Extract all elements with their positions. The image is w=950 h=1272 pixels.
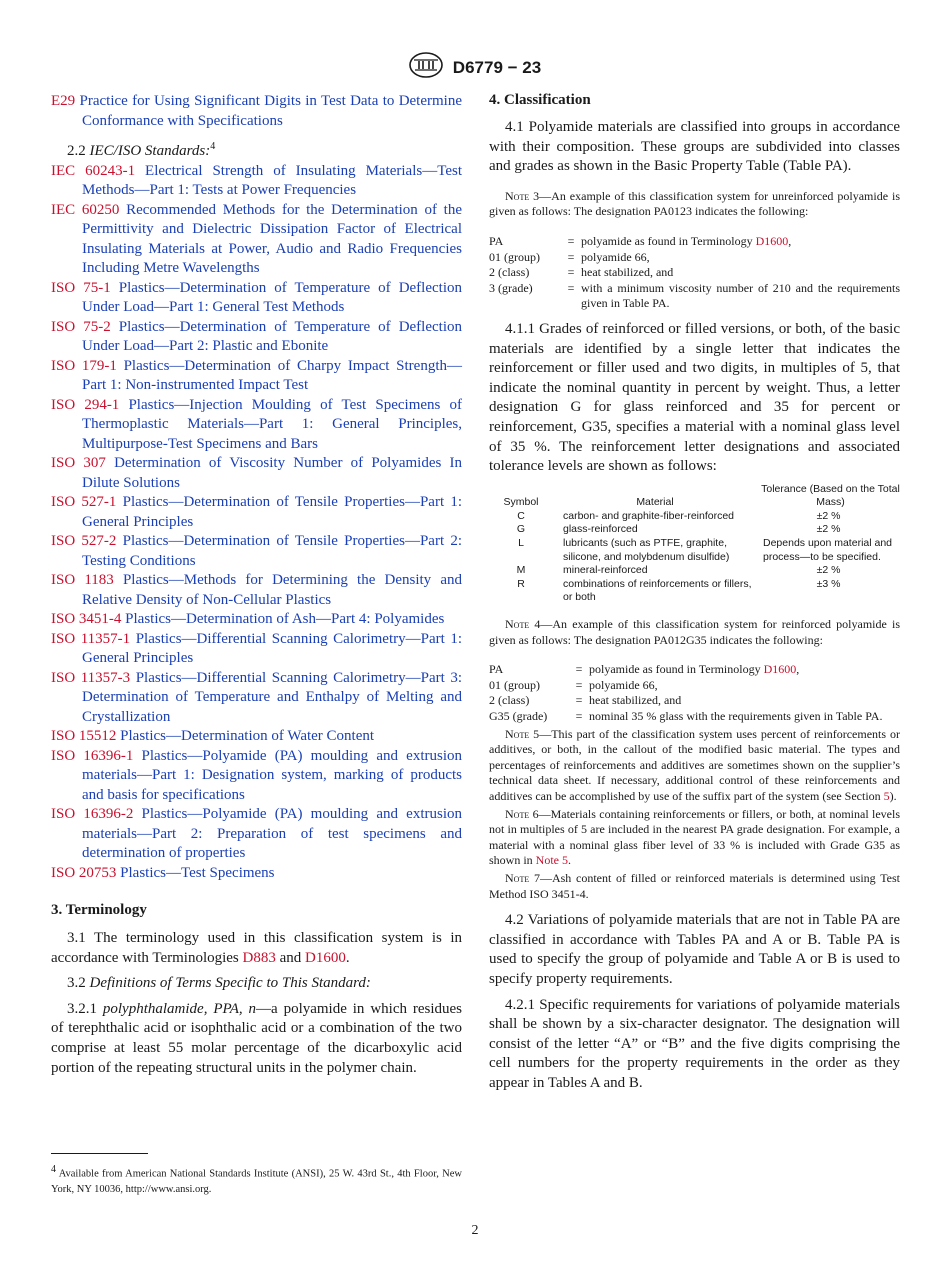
- page-header: [0, 52, 950, 83]
- reference-link[interactable]: D1600: [755, 233, 789, 248]
- list-item: [51, 357, 462, 396]
- reference-title[interactable]: Plastics—Differential Scanning Calorimetry—Part 1: General Principles: [82, 630, 462, 667]
- definition-row: 3 (grade) = with a minimum viscosity number of 210 and the requirements given in Table PA.: [489, 280, 900, 311]
- reference-e29: [51, 92, 462, 131]
- paragraph-3-2: [51, 974, 462, 994]
- note-6: [489, 807, 900, 869]
- note-label: Note 7: [505, 870, 540, 885]
- paragraph-text: —a polyamide in which residues of terephthalic acid or isophthalic acid or a combination of the two comprise at least 55 molar percentage of the dicarboxylic acid portion of the repeating structural units in the polymer chain.: [51, 1000, 463, 1076]
- paragraph-text: and: [275, 949, 306, 966]
- note-text: —This part of the classification system uses percent of reinforcements or additives, or both, in the callout of the modified basic material. The types and percentages of reinforcements and additives are sometimes shown on the supplier’s technical data sheet. If necessary, additional control of these reinforcements and additives can be accomplished by use of the suffix part of the system (see Section: [489, 726, 900, 803]
- note-7: [489, 871, 900, 902]
- cell-tolerance: Depends upon material and process—to be specified.: [763, 537, 893, 563]
- list-item: [51, 805, 462, 864]
- definition-term: 2 (class): [489, 265, 530, 280]
- footnote-mark: 4: [51, 1164, 56, 1175]
- column-header-symbol: Symbol: [503, 496, 539, 509]
- cell-material: combinations of reinforcements or fillers, or both: [563, 577, 752, 604]
- definition-term: 2 (class): [489, 693, 530, 708]
- reference-code[interactable]: ISO 527-2: [51, 533, 117, 550]
- reference-code[interactable]: ISO 294-1: [51, 396, 120, 413]
- note-label: Note 3: [505, 188, 540, 203]
- definition-text: ,: [788, 233, 792, 248]
- footnote: [51, 1162, 462, 1197]
- reference-code[interactable]: ISO 1183: [51, 572, 114, 589]
- reference-code[interactable]: ISO 16396-2: [51, 806, 134, 823]
- definition-text: polyamide as found in Terminology: [589, 662, 764, 677]
- cell-tolerance: ±3 %: [816, 577, 841, 590]
- list-item: [51, 864, 462, 884]
- definition-text: heat stabilized, and: [581, 265, 674, 280]
- table-row: [489, 523, 900, 537]
- cell-tolerance: ±2 %: [816, 509, 841, 522]
- table-row: [489, 510, 900, 524]
- note-label: Note 6: [505, 806, 539, 821]
- reference-code[interactable]: ISO 16396-1: [51, 747, 134, 764]
- reference-title[interactable]: Plastics—Test Specimens: [120, 864, 275, 881]
- footnote-ref: 4: [210, 141, 216, 152]
- cell-symbol: G: [516, 523, 526, 536]
- note-4: [489, 617, 900, 648]
- right-column: [489, 92, 900, 1093]
- definition-row: 2 (class) = heat stabilized, and: [489, 265, 900, 281]
- cell-material: carbon- and graphite-fiber-reinforced: [563, 509, 735, 522]
- definition-term: PA: [489, 233, 504, 248]
- paragraph-text: .: [345, 949, 350, 966]
- reference-code[interactable]: ISO 15512: [51, 728, 117, 745]
- designation-definition-list-2: [489, 662, 900, 724]
- reference-code[interactable]: ISO 75-2: [51, 318, 111, 335]
- list-item: [51, 454, 462, 493]
- definition-text: with a minimum viscosity number of 210 and the requirements given in Table PA.: [581, 280, 900, 311]
- reference-title[interactable]: Plastics—Methods for Determining the Density and Relative Density of Non-Cellular Plastics: [82, 572, 462, 608]
- paragraph-4-2-1: 4.2.1 Specific requirements for variations of polyamide materials shall be shown by a six-character designator. The designation will consist of the letter “A” or “B” and the five digits comprising the cell numbers for the property requirements in the order as they appear in Tables A and B.: [489, 996, 900, 1091]
- reference-title[interactable]: Determination of Viscosity Number of Polyamides In Dilute Solutions: [82, 455, 463, 491]
- section-2-2: [51, 137, 462, 162]
- defined-term: polyphthalamide, PPA, n: [102, 1000, 257, 1017]
- note-text: —Ash content of filled or reinforced materials is determined using Test Method ISO 3451-4.: [489, 870, 901, 901]
- reference-link[interactable]: D1600: [305, 949, 346, 966]
- reference-link[interactable]: D1600: [763, 662, 797, 677]
- definition-text: polyamide as found in Terminology: [581, 233, 756, 248]
- reference-code[interactable]: ISO 527-1: [51, 494, 117, 511]
- list-item: [51, 201, 462, 279]
- definition-text: polyamide 66,: [581, 249, 650, 264]
- definition-row: PA = polyamide as found in Terminology D1600,: [489, 662, 800, 677]
- reference-title[interactable]: Plastics—Determination of Tensile Properties—Part 2: Testing Conditions: [82, 533, 463, 569]
- cell-tolerance: ±2 %: [816, 523, 841, 536]
- reference-code[interactable]: E29: [51, 93, 76, 109]
- section-heading-classification: 4. Classification: [489, 92, 591, 108]
- cell-symbol: M: [516, 564, 526, 577]
- reference-code[interactable]: ISO 307: [51, 455, 106, 472]
- reference-title[interactable]: Plastics—Differential Scanning Calorimetry—Part 3: Determination of Temperature and Enthalpy of Melting and Crystallization: [82, 669, 462, 725]
- paragraph-4-1-1: 4.1.1 Grades of reinforced or filled versions, or both, of the basic materials are identified by a single letter that indicates the reinforcement or filler used and two digits, in multiples of 5, that indicate the nominal quantity in percent by weight. Thus, a letter designation G for glass reinforced and 35 for percent or reinforcement, G35, specifies a material with a nominal glass level of 35 %. The reinforcement letter designations and associated tolerance levels are shown as follows:: [489, 320, 900, 475]
- page-number: 2: [471, 1223, 479, 1238]
- astm-logo-icon: [409, 52, 443, 83]
- table-row: [489, 537, 900, 564]
- reference-title[interactable]: Plastics—Polyamide (PA) moulding and extrusion materials—Part 1: Designation system, marking of products and basis for specifications: [82, 747, 462, 803]
- section-number: 3.2: [67, 975, 86, 992]
- reference-code[interactable]: ISO 11357-3: [51, 669, 131, 686]
- cell-material: glass-reinforced: [563, 523, 638, 536]
- reference-code[interactable]: IEC 60250: [51, 201, 120, 218]
- reference-title[interactable]: Recommended Methods for the Determination of the Permittivity and Dielectric Dissipation Factor of Electrical Insulating Materials at Power, Audio and Radio Frequencies Including Metre Wavelengths: [82, 201, 463, 277]
- list-item: [51, 669, 462, 728]
- cell-symbol: C: [517, 509, 525, 522]
- reference-title[interactable]: Plastics—Determination of Tensile Properties—Part 1: General Principles: [82, 494, 463, 530]
- list-item: [51, 162, 462, 201]
- list-item: [51, 610, 462, 630]
- paragraph-3-1: [51, 929, 462, 968]
- note-5: [489, 727, 900, 805]
- definition-text: nominal 35 % glass with the requirements given in Table PA.: [589, 709, 883, 723]
- reference-title[interactable]: Practice for Using Significant Digits in Test Data to Determine Conformance with Specifications: [79, 93, 462, 129]
- definition-term: PA: [489, 662, 504, 677]
- paragraph-4-2: 4.2 Variations of polyamide materials that are not in Table PA are classified in accordance with Tables PA and A or B. Table PA is used to specify the group of polyamide and Table A or B is used to specify property requirements.: [489, 912, 900, 987]
- note-label: Note 4: [505, 617, 541, 632]
- list-item: [51, 493, 462, 532]
- section-title: Definitions of Terms Specific to This Standard:: [89, 975, 371, 992]
- reference-code[interactable]: IEC 60243-1: [51, 162, 136, 179]
- reference-list: [51, 162, 462, 884]
- list-item: [51, 727, 462, 747]
- definition-row: PA = polyamide as found in Terminology D1600,: [489, 233, 792, 248]
- footnote-text: Available from American National Standards Institute (ANSI), 25 W. 43rd St., 4th Floor, New York, NY 10036, http://www.ansi.org.: [51, 1168, 462, 1195]
- reference-code[interactable]: ISO 75-1: [51, 279, 111, 296]
- list-item: [51, 571, 462, 610]
- reference-title[interactable]: Electrical Strength of Insulating Materials—Test Methods—Part 1: Tests at Power Frequencies: [82, 162, 462, 199]
- reference-title[interactable]: Plastics—Determination of Temperature of Deflection Under Load—Part 2: Plastic and Ebonite: [82, 318, 462, 355]
- reference-title[interactable]: Plastics—Polyamide (PA) moulding and extrusion materials—Part 2: Preparation of test specimens and determination of properties: [82, 806, 462, 862]
- left-column: [51, 92, 462, 1078]
- reference-title[interactable]: Plastics—Determination of Ash—Part 4: Polyamides: [125, 611, 445, 628]
- footnote-divider: [51, 1153, 148, 1154]
- reference-code[interactable]: ISO 20753: [51, 864, 117, 881]
- reference-code[interactable]: ISO 179-1: [51, 357, 117, 374]
- cell-material: mineral-reinforced: [563, 564, 648, 577]
- definition-row: G35 (grade) = nominal 35 % glass with the requirements given in Table PA.: [489, 709, 900, 725]
- list-item: [51, 747, 462, 806]
- note-text: —An example of this classification system for unreinforced polyamide is given as follows: The designation PA0123 indicates the following:: [489, 188, 900, 219]
- definition-text: heat stabilized, and: [589, 693, 682, 708]
- definition-text: ,: [796, 662, 800, 677]
- section-heading-terminology: 3. Terminology: [51, 902, 147, 919]
- cell-tolerance: ±2 %: [816, 564, 841, 577]
- list-item: [51, 532, 462, 571]
- reference-link[interactable]: D883: [242, 949, 276, 966]
- definition-text: polyamide 66,: [589, 677, 658, 692]
- definition-row: 01 (group) = polyamide 66,: [489, 678, 900, 694]
- definition-term: 3 (grade): [489, 280, 533, 295]
- table-row: [489, 578, 900, 605]
- cell-material: lubricants (such as PTFE, graphite, silicone, and molybdenum disulfide): [563, 537, 730, 563]
- reference-code[interactable]: ISO 11357-1: [51, 630, 131, 647]
- reference-title[interactable]: Plastics—Determination of Temperature of Deflection Under Load—Part 1: General Test Methods: [82, 279, 462, 316]
- table-row: [489, 564, 900, 578]
- reference-code[interactable]: ISO 3451-4: [51, 611, 122, 628]
- list-item: [51, 630, 462, 669]
- paragraph-4-1: 4.1 Polyamide materials are classified into groups in accordance with their composition. These groups are subdivided into classes and grades as shown in the Basic Property Table (Table PA).: [489, 119, 900, 175]
- table-header-row: [489, 483, 900, 510]
- reinforcement-tolerance-table: [489, 483, 900, 605]
- section-title: IEC/ISO Standards:: [89, 143, 211, 159]
- list-item: [51, 279, 462, 318]
- definition-term: 01 (group): [489, 677, 540, 692]
- definition-term: 01 (group): [489, 249, 540, 264]
- definition-row: 2 (class) = heat stabilized, and: [489, 693, 900, 709]
- note-text: ).: [889, 788, 897, 803]
- note-label: Note 5: [505, 726, 540, 741]
- designation: D6779 − 23: [452, 57, 542, 77]
- note-text: .: [568, 853, 571, 868]
- paragraph-text: 3.1 The terminology used in this classification system is in accordance with Terminologies: [51, 930, 462, 966]
- list-item: [51, 318, 462, 357]
- note-text: —An example of this classification system for reinforced polyamide is given as follows: The designation PA012G35 indicates the following:: [489, 617, 900, 647]
- cell-symbol: L: [518, 537, 524, 550]
- paragraph-3-2-1: [51, 1000, 462, 1078]
- list-item: [51, 396, 462, 455]
- reference-title[interactable]: Plastics—Determination of Charpy Impact Strength—Part 1: Non-instrumented Impact Test: [82, 357, 462, 394]
- section-number: 3.2.1: [67, 1000, 97, 1017]
- cell-symbol: R: [517, 577, 525, 590]
- definition-row: 01 (group) = polyamide 66,: [489, 250, 900, 266]
- note-3: [489, 189, 900, 220]
- section-link[interactable]: 5: [883, 788, 890, 803]
- note-link[interactable]: Note 5: [535, 853, 568, 868]
- definition-term: G35 (grade): [489, 709, 548, 723]
- reference-title[interactable]: Plastics—Determination of Water Content: [120, 728, 375, 745]
- note-text: —Materials containing reinforcements or fillers, or both, at nominal levels not in multiples of 5 are included in the nearest PA grade designation. For example, a material with a nominal glass fiber level of 33 % is included with Grade G35 as shown in: [489, 806, 901, 868]
- reference-title[interactable]: Plastics—Injection Moulding of Test Specimens of Thermoplastic Materials—Part 1: General Principles, Multipurpose-Test Specimens and Bars: [82, 396, 462, 452]
- section-number: 2.2: [67, 143, 86, 159]
- designation-definition-list: [489, 234, 900, 312]
- column-header-material: Material: [636, 496, 674, 509]
- column-header-tolerance: Tolerance (Based on the Total Mass): [761, 482, 900, 509]
